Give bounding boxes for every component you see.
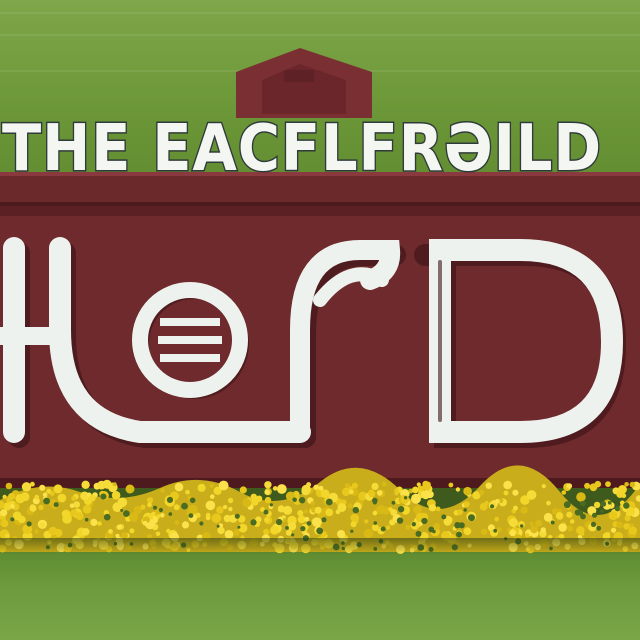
flower-leaf: [237, 526, 240, 529]
flower-blossom: [54, 484, 63, 493]
flower-blossom: [463, 487, 472, 496]
flower-leaf: [291, 533, 294, 536]
flower-blossom: [394, 491, 398, 495]
flower-blossom: [479, 490, 484, 495]
flower-blossom: [228, 498, 233, 503]
flower-blossom: [570, 519, 575, 524]
flower-leaf: [120, 509, 123, 512]
flower-blossom: [166, 529, 170, 533]
flower-blossom: [509, 518, 518, 527]
sign-title: THE EACFLFRƏILD: [2, 112, 602, 186]
flower-blossom: [143, 521, 148, 526]
flower-blossom: [185, 490, 190, 495]
flower-blossom: [364, 519, 368, 523]
flower-blossom: [562, 490, 567, 495]
flower-leaf: [159, 508, 163, 512]
flower-blossom: [97, 521, 102, 526]
flower-leaf: [54, 502, 59, 507]
flower-blossom: [10, 504, 15, 509]
flower-blossom: [264, 481, 271, 488]
flower-blossom: [210, 494, 215, 499]
flower-blossom: [530, 522, 534, 526]
flower-leaf: [292, 497, 297, 502]
flower-blossom: [609, 511, 618, 520]
bed-shadow: [0, 538, 640, 554]
flower-leaf: [10, 517, 14, 521]
flower-blossom: [219, 481, 229, 491]
flower-blossom: [147, 497, 153, 503]
flower-leaf: [299, 497, 305, 503]
flower-blossom: [351, 521, 357, 527]
flower-blossom: [494, 517, 499, 522]
flower-blossom: [39, 485, 45, 491]
flower-blossom: [175, 520, 180, 525]
flower-blossom: [413, 506, 422, 515]
flower-blossom: [349, 489, 354, 494]
flower-blossom: [319, 486, 324, 491]
flower-blossom: [58, 494, 67, 503]
flower-blossom: [117, 524, 122, 529]
flower-blossom: [456, 487, 460, 491]
flower-blossom: [71, 496, 76, 501]
flower-leaf: [428, 527, 434, 533]
flower-blossom: [337, 530, 345, 538]
flower-blossom: [273, 486, 278, 491]
flower-blossom: [338, 503, 347, 512]
flower-leaf: [374, 521, 378, 525]
flower-blossom: [264, 489, 270, 495]
flower-blossom: [264, 517, 269, 522]
flower-blossom: [629, 527, 637, 535]
flower-leaf: [104, 514, 111, 521]
flower-leaf: [464, 508, 467, 511]
flower-leaf: [27, 521, 32, 526]
flower-blossom: [525, 533, 529, 537]
flower-leaf: [85, 518, 89, 522]
flower-blossom: [8, 493, 15, 500]
flower-leaf: [397, 517, 403, 523]
flower-blossom: [436, 507, 441, 512]
flower-leaf: [416, 531, 422, 537]
sign-peak: [236, 48, 372, 118]
flower-blossom: [350, 514, 359, 523]
flower-blossom: [73, 501, 80, 508]
flower-blossom: [345, 483, 350, 488]
flower-leaf: [578, 510, 584, 516]
flower-blossom: [304, 509, 308, 513]
flower-blossom: [405, 525, 410, 530]
flower-blossom: [228, 507, 232, 511]
flower-leaf: [307, 521, 312, 526]
flower-blossom: [386, 525, 391, 530]
flower-blossom: [584, 483, 590, 489]
flower-leaf: [421, 518, 427, 524]
flower-blossom: [39, 522, 45, 528]
flower-blossom: [223, 505, 227, 509]
flower-leaf: [264, 510, 269, 515]
flower-blossom: [527, 490, 537, 500]
flower-blossom: [46, 489, 51, 494]
flower-blossom: [206, 501, 216, 511]
flower-blossom: [512, 490, 518, 496]
flower-leaf: [591, 522, 596, 527]
flower-blossom: [546, 501, 551, 506]
flower-blossom: [265, 497, 271, 503]
flower-blossom: [301, 487, 309, 495]
flower-blossom: [567, 525, 573, 531]
flower-blossom: [49, 527, 58, 536]
flower-blossom: [623, 523, 630, 530]
flower-blossom: [594, 502, 600, 508]
flower-blossom: [112, 491, 121, 500]
flower-leaf: [276, 519, 282, 525]
flower-blossom: [62, 514, 72, 524]
flower-blossom: [371, 483, 378, 490]
flower-blossom: [140, 505, 145, 510]
flower-leaf: [551, 521, 555, 525]
flower-leaf: [456, 532, 462, 538]
flower-blossom: [216, 506, 223, 513]
flower-blossom: [76, 512, 84, 520]
flower-blossom: [449, 483, 454, 488]
flower-blossom: [464, 501, 470, 507]
flower-blossom: [325, 509, 333, 517]
flower-blossom: [321, 489, 330, 498]
flower-blossom: [156, 532, 161, 537]
flower-leaf: [316, 527, 323, 534]
flower-blossom: [542, 484, 546, 488]
flower-blossom: [182, 521, 189, 528]
flower-blossom: [304, 517, 309, 522]
flower-leaf: [153, 506, 157, 510]
flower-blossom: [270, 526, 279, 535]
flower-leaf: [322, 517, 327, 522]
flower-blossom: [34, 529, 39, 534]
flower-blossom: [90, 519, 97, 526]
flower-blossom: [503, 481, 512, 490]
flower-leaf: [404, 496, 407, 499]
flower-blossom: [34, 495, 39, 500]
flower-leaf: [372, 498, 378, 504]
flower-leaf: [580, 501, 586, 507]
flower-blossom: [530, 525, 538, 533]
flower-blossom: [81, 481, 89, 489]
flower-blossom: [97, 481, 106, 490]
flower-blossom: [6, 483, 13, 490]
flower-blossom: [576, 492, 586, 502]
flower-leaf: [169, 512, 173, 516]
flower-blossom: [129, 528, 134, 533]
flower-blossom: [481, 529, 487, 535]
flower-blossom: [348, 503, 353, 508]
flower-blossom: [174, 504, 180, 510]
flower-leaf: [468, 514, 475, 521]
flower-blossom: [611, 528, 616, 533]
flower-blossom: [558, 523, 567, 532]
flower-blossom: [433, 523, 440, 530]
flower-blossom: [504, 491, 509, 496]
flower-leaf: [235, 514, 240, 519]
flower-blossom: [160, 488, 164, 492]
flower-blossom: [233, 529, 240, 536]
flower-leaf: [190, 498, 196, 504]
flower-leaf: [600, 501, 606, 507]
flower-blossom: [389, 519, 395, 525]
flower-blossom: [417, 482, 421, 486]
flower-blossom: [151, 512, 156, 517]
flower-blossom: [18, 516, 26, 524]
flower-blossom: [22, 482, 31, 491]
flower-leaf: [285, 526, 289, 530]
flower-leaf: [493, 529, 497, 533]
flower-blossom: [616, 491, 623, 498]
flower-blossom: [411, 494, 421, 504]
flower-blossom: [566, 512, 572, 518]
flower-leaf: [300, 526, 305, 531]
flower-leaf: [100, 494, 106, 500]
flower-blossom: [486, 483, 492, 489]
flower-leaf: [199, 521, 203, 525]
flower-blossom: [263, 529, 269, 535]
flower-leaf: [167, 497, 173, 503]
flower-blossom: [485, 501, 489, 505]
flower-leaf: [454, 522, 460, 528]
flower-blossom: [1, 520, 9, 528]
flower-leaf: [326, 499, 333, 506]
flower-blossom: [288, 522, 297, 531]
flower-blossom: [509, 529, 516, 536]
flower-blossom: [464, 527, 472, 535]
flower-blossom: [240, 486, 247, 493]
flower-blossom: [625, 515, 631, 521]
flower-leaf: [490, 504, 494, 508]
flower-blossom: [382, 482, 387, 487]
flower-blossom: [209, 484, 213, 488]
flower-blossom: [82, 528, 90, 536]
flower-leaf: [250, 519, 256, 525]
flower-blossom: [364, 529, 373, 538]
flower-leaf: [592, 513, 597, 518]
flower-blossom: [412, 487, 419, 494]
flower-leaf: [608, 501, 612, 505]
flower-blossom: [421, 490, 430, 499]
flower-leaf: [398, 506, 404, 512]
flower-blossom: [129, 512, 139, 522]
flower-blossom: [30, 504, 36, 510]
flower-leaf: [350, 530, 353, 533]
flower-blossom: [283, 506, 292, 515]
flower-blossom: [113, 482, 117, 486]
flower-blossom: [38, 505, 43, 510]
flower-blossom: [457, 509, 463, 515]
flower-leaf: [270, 503, 273, 506]
flower-blossom: [605, 481, 611, 487]
flower-blossom: [3, 495, 7, 499]
flower-blossom: [368, 490, 374, 496]
flower-blossom: [286, 530, 292, 536]
flower-blossom: [147, 502, 152, 507]
flower-leaf: [600, 509, 603, 512]
flower-blossom: [544, 513, 553, 522]
flower-leaf: [615, 506, 620, 511]
flower-blossom: [83, 505, 92, 514]
flower-blossom: [576, 526, 585, 535]
flower-blossom: [242, 498, 251, 507]
flower-leaf: [412, 522, 416, 526]
flower-leaf: [43, 498, 50, 505]
flower-blossom: [21, 492, 30, 501]
flower-leaf: [189, 513, 194, 518]
flower-leaf: [520, 524, 523, 527]
flower-blossom: [377, 490, 383, 496]
flower-blossom: [251, 494, 257, 500]
flower-blossom: [297, 510, 303, 516]
flower-blossom: [311, 501, 315, 505]
flower-blossom: [535, 520, 542, 527]
flower-blossom: [376, 505, 385, 514]
flower-blossom: [277, 484, 287, 494]
flower-blossom: [616, 521, 623, 528]
flower-leaf: [353, 507, 359, 513]
flower-leaf: [596, 526, 601, 531]
flower-blossom: [212, 513, 222, 523]
flower-leaf: [623, 502, 629, 508]
flower-blossom: [429, 504, 436, 511]
flower-blossom: [315, 507, 322, 514]
flower-blossom: [206, 516, 210, 520]
flower-blossom: [217, 527, 224, 534]
flower-blossom: [513, 506, 518, 511]
flower-blossom: [175, 483, 184, 492]
flower-leaf: [217, 525, 220, 528]
flower-leaf: [123, 510, 130, 517]
flower-leaf: [392, 501, 396, 505]
flower-blossom: [541, 527, 546, 532]
flower-blossom: [630, 482, 636, 488]
flower-blossom: [198, 484, 206, 492]
flower-blossom: [590, 483, 598, 491]
flower-blossom: [520, 507, 527, 514]
flower-blossom: [108, 529, 113, 534]
flower-leaf: [564, 501, 571, 508]
flower-blossom: [556, 512, 564, 520]
flower-leaf: [381, 527, 386, 532]
flower-blossom: [373, 511, 378, 516]
flower-blossom: [567, 483, 573, 489]
flower-blossom: [126, 485, 135, 494]
flower-leaf: [181, 503, 188, 510]
flower-blossom: [423, 482, 431, 490]
flower-blossom: [312, 517, 322, 527]
flower-blossom: [0, 509, 7, 516]
flower-leaf: [441, 514, 446, 519]
flower-blossom: [89, 494, 96, 501]
